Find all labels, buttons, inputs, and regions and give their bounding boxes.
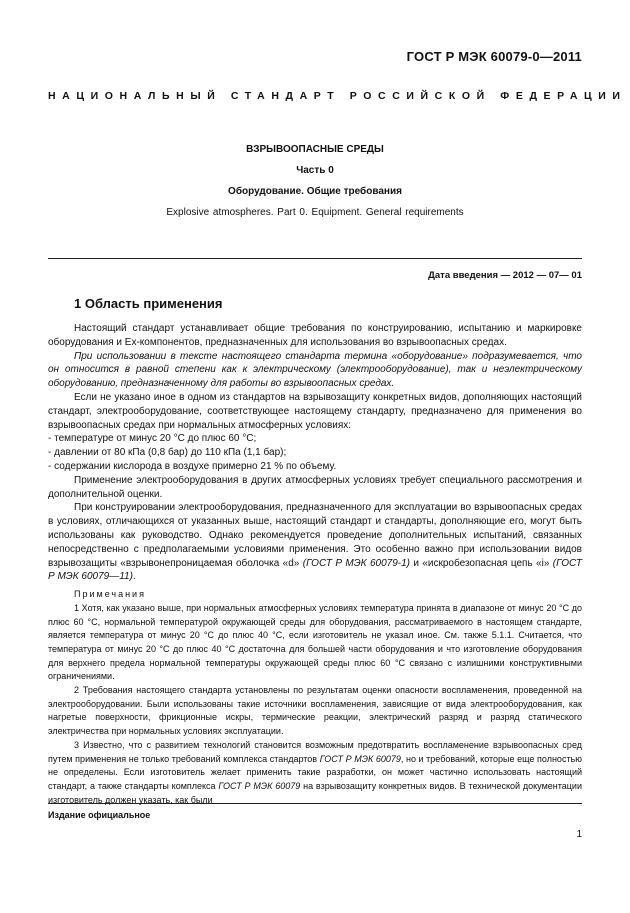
paragraph: [48, 501, 582, 584]
paragraph-text: .: [132, 571, 136, 583]
reference: (ГОСТ Р МЭК 60079-1): [302, 557, 410, 569]
note-text: , но и требований, которые еще полностью не определены. Если изготовитель желает применить такие разработки, он может частично использовать настоящий стандарт, а также стандарты комплекса: [48, 753, 582, 791]
divider-top: [48, 258, 582, 259]
title-english: Explosive atmospheres. Part 0. Equipment. General requirements: [166, 207, 464, 218]
divider-bottom: [48, 803, 582, 804]
note-text: 3 Известно, что с развитием технологий становится возможным предотвратить воспламенение взрывоопасных сред путем применения не только требований комплекса стандартов: [48, 739, 582, 764]
reference: ГОСТ Р МЭК 60079: [218, 780, 301, 791]
note-text: на взрывозащиту конкретных видов. В технической документации изготовитель должен указать, как были: [48, 780, 582, 805]
notes-heading: Примечания: [74, 589, 146, 600]
list-item: - содержании кислорода в воздухе примерно 21 % по объему.: [48, 460, 337, 472]
title-subtitle: Оборудование. Общие требования: [228, 186, 402, 197]
paragraph-text: При конструировании электрооборудования, предназначенного для эксплуатации во взрывоопасных средах в условиях, отличающихся от указанных выше, настоящий стандарт и стандарты, дополняющие его, могут быть использованы как руководство. Однако рекомендуется проведение дополнительных испытаний, связанных непосредственно с предполагаемыми условиями применения. Это особенно важно при использовании видов взрывозащиты «взрывонепроницаемая оболочка «d»: [48, 502, 582, 569]
page-number: 1: [576, 829, 582, 840]
intro-date: Дата введения — 2012 — 07— 01: [428, 270, 582, 281]
paragraph-italic: При использовании в тексте настоящего стандарта термина «оборудование» подразумевается, что он относится в равной степени как к электрическому (электрооборудование), так и неэлектрическому оборудованию, предназначенному для работы во взрывоопасных средах.: [48, 350, 582, 390]
paragraph: Настоящий стандарт устанавливает общие требования по конструированию, испытанию и маркировке оборудования и Ex-компонентов, предназначенных для использования во взрывоопасных средах.: [48, 323, 582, 348]
title-part: Часть 0: [296, 165, 334, 176]
note-item: 1 Хотя, как указано выше, при нормальных атмосферных условиях температура принята в диапазоне от минус 20 °C до плюс 60 °C, нормальной температурой окружающей среды для оборудования, рассматриваемого в настоящем стандарте, является температура от минус 20 °C до плюс 40 °C, если изготовитель не указал иное. См. также 5.1.1. Считается, что температура от минус 20 °C до плюс 40 °C достаточна для большей части оборудования и что изготовление оборудования для верхнего предела нормальной температуры окружающей среды плюс 60 °C связано с излишними конструктивными ограничениями.: [48, 602, 582, 682]
title-block: [48, 144, 582, 218]
note-item: [48, 739, 582, 808]
national-standard-banner: НАЦИОНАЛЬНЫЙ СТАНДАРТ РОССИЙСКОЙ ФЕДЕРАЦИИ: [48, 90, 627, 102]
reference: (ГОСТ Р МЭК 60079—11): [48, 557, 582, 583]
section-title: 1 Область применения: [74, 296, 223, 311]
note-item: 2 Требования настоящего стандарта установлены по результатам оценки опасности воспламенения, проведенной на электрооборудовании. Были использованы такие источники воспламенения, зависящие от вида электрооборудования, как нагретые поверхности, фрикционные искры, термические реакции, электрический разряд и разряд статического электричества при нормальных условиях эксплуатации.: [48, 685, 582, 737]
list-item: - давлении от 80 кПа (0,8 бар) до 110 кПа (1,1 бар);: [48, 447, 287, 459]
paragraph: Применение электрооборудования в других атмосферных условиях требует специального рассмотрения и дополнительной оценки.: [48, 474, 582, 500]
paragraph: Если не указано иное в одном из стандартов на взрывозащиту конкретных видов, дополняющих настоящий стандарт, электрооборудование, соответствующее настоящему стандарту, предназначено для применения во взрывоопасных средах при нормальных атмосферных условиях:: [48, 391, 582, 431]
notes-block: [48, 588, 582, 807]
section-body: [48, 322, 582, 807]
reference: ГОСТ Р МЭК 60079: [319, 753, 401, 764]
title-main: ВЗРЫВООПАСНЫЕ СРЕДЫ: [246, 144, 384, 155]
standard-code: ГОСТ Р МЭК 60079-0—2011: [406, 49, 582, 64]
list-item: - температуре от минус 20 °C до плюс 60 °C;: [48, 433, 257, 445]
paragraph-text: и «искробезопасная цепь «i»: [409, 557, 550, 569]
edition-label: Издание официальное: [48, 810, 151, 820]
